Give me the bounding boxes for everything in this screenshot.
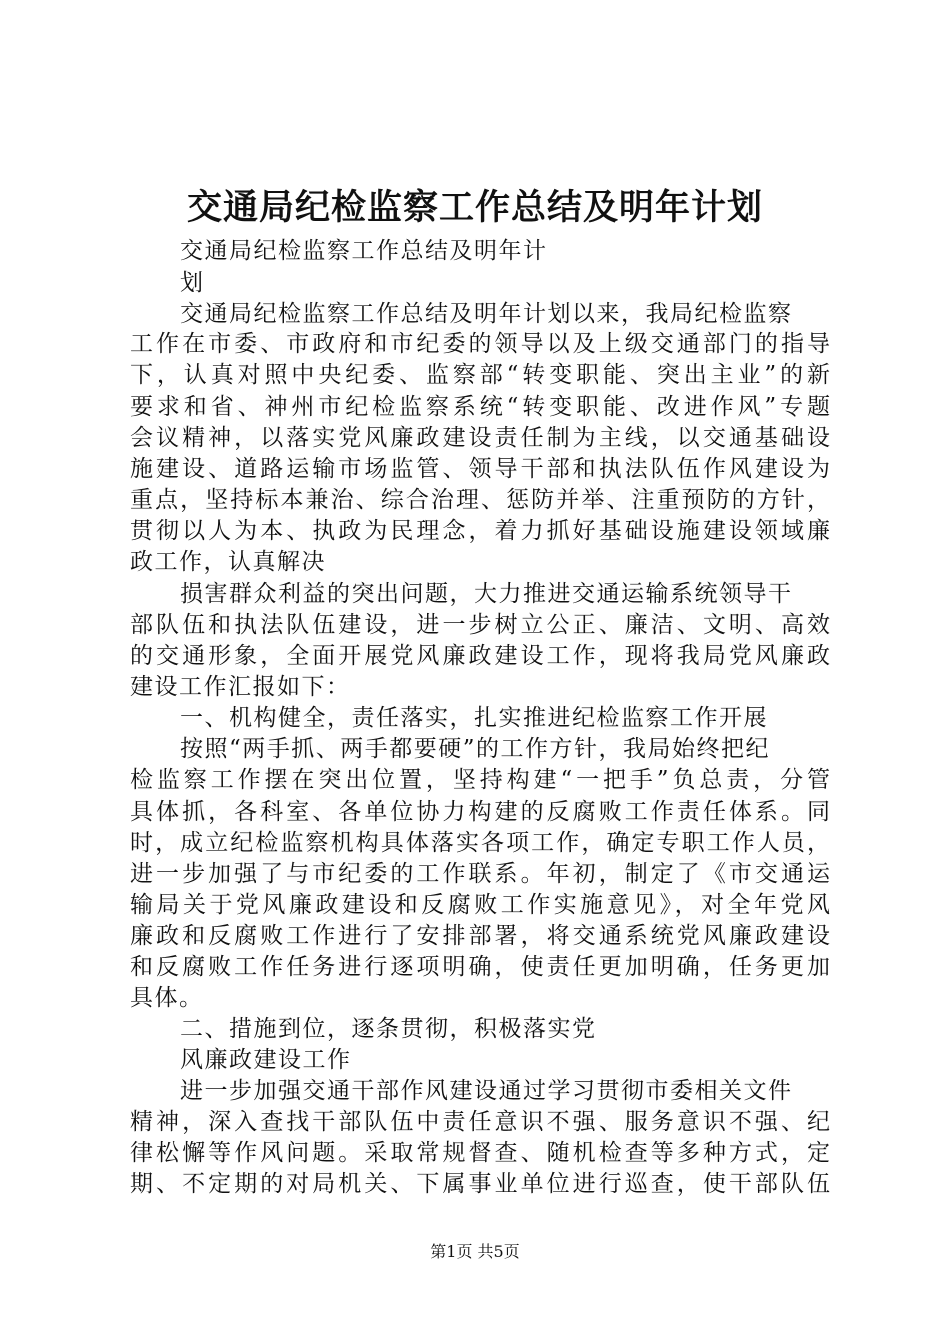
text-line: 具体。: [130, 985, 204, 1011]
text-line: 交通局纪检监察工作总结及明年计划以来，我局纪检监察: [180, 301, 793, 327]
text-line: 划: [180, 270, 205, 296]
text-line: 施建设、道路运输市场监管、领导干部和执法队伍作风建设为: [130, 456, 830, 482]
text-line: 政工作，认真解决: [130, 549, 326, 575]
text-line: 按照“两手抓、两手都要硬”的工作方针，我局始终把纪: [180, 736, 771, 762]
text-line: 下，认真对照中央纪委、监察部“转变职能、突出主业”的新: [130, 362, 830, 388]
section-heading: 二、措施到位，逐条贯彻，积极落实党: [180, 1016, 597, 1042]
section-heading: 风廉政建设工作: [180, 1047, 352, 1073]
text-line: 输局关于党风廉政建设和反腐败工作实施意见》，对全年党风: [130, 892, 830, 918]
text-line: 精神，深入查找干部队伍中责任意识不强、服务意识不强、纪: [130, 1109, 830, 1135]
text-line: 工作在市委、市政府和市纪委的领导以及上级交通部门的指导: [130, 331, 830, 357]
text-line: 交通局纪检监察工作总结及明年计: [180, 238, 548, 264]
section-heading: 一、机构健全，责任落实，扎实推进纪检监察工作开展: [180, 705, 768, 731]
text-line: 期、不定期的对局机关、下属事业单位进行巡查，使干部队伍: [130, 1171, 830, 1197]
text-line: 检监察工作摆在突出位置，坚持构建“一把手”负总责，分管: [130, 767, 830, 793]
text-line: 进一步加强交通干部作风建设通过学习贯彻市委相关文件: [180, 1078, 793, 1104]
text-line: 贯彻以人为本、执政为民理念，着力抓好基础设施建设领域廉: [130, 518, 830, 544]
text-line: 和反腐败工作任务进行逐项明确，使责任更加明确，任务更加: [130, 954, 830, 980]
text-line: 会议精神，以落实党风廉政建设责任制为主线，以交通基础设: [130, 425, 830, 451]
document-title: 交通局纪检监察工作总结及明年计划: [186, 187, 763, 228]
text-line: 进一步加强了与市纪委的工作联系。年初，制定了《市交通运: [130, 861, 830, 887]
text-line: 要求和省、神州市纪检监察系统“转变职能、改进作风”专题: [130, 394, 830, 420]
text-line: 的交通形象，全面开展党风廉政建设工作，现将我局党风廉政: [130, 643, 830, 669]
text-line: 重点，坚持标本兼治、综合治理、惩防并举、注重预防的方针，: [130, 487, 830, 513]
text-line: 时，成立纪检监察机构具体落实各项工作，确定专职工作人员，: [130, 830, 830, 856]
text-line: 具体抓，各科室、各单位协力构建的反腐败工作责任体系。同: [130, 799, 830, 825]
text-line: 部队伍和执法队伍建设，进一步树立公正、廉洁、文明、高效: [130, 612, 830, 638]
text-line: 廉政和反腐败工作进行了安排部署，将交通系统党风廉政建设: [130, 923, 830, 949]
page-number: 第1页 共5页: [430, 1242, 520, 1261]
text-line: 律松懈等作风问题。采取常规督查、随机检查等多种方式，定: [130, 1140, 830, 1166]
text-line: 损害群众利益的突出问题，大力推进交通运输系统领导干: [180, 581, 793, 607]
text-line: 建设工作汇报如下：: [130, 674, 351, 700]
